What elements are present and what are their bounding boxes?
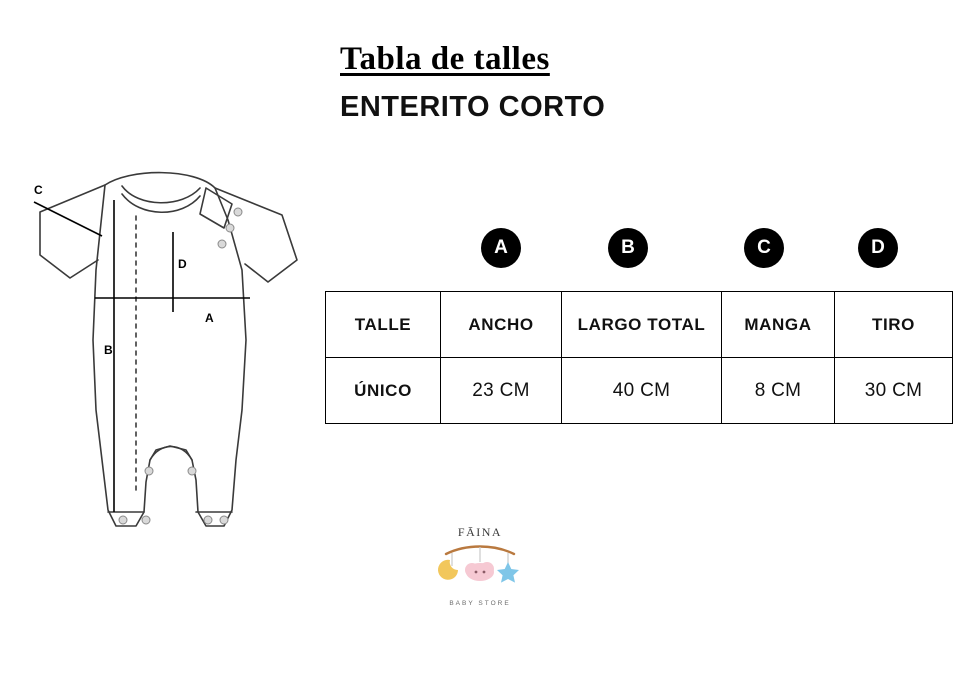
diagram-label-d: D <box>178 257 187 271</box>
table-header-manga: MANGA <box>722 292 835 358</box>
cell-talle: ÚNICO <box>326 358 441 424</box>
table-header-ancho: ANCHO <box>441 292 562 358</box>
table-header-row <box>326 292 953 358</box>
table-header-largo-total: LARGO TOTAL <box>562 292 722 358</box>
badge-a: A <box>481 228 521 268</box>
page-header <box>340 40 900 123</box>
table-header-talle: TALLE <box>326 292 441 358</box>
table-row <box>326 358 953 424</box>
badge-c: C <box>744 228 784 268</box>
table-header-tiro: TIRO <box>835 292 953 358</box>
logo-tagline: BABY STORE <box>449 600 511 607</box>
brand-logo <box>425 525 535 620</box>
diagram-label-b: B <box>104 343 113 357</box>
diagram-label-a: A <box>205 311 214 325</box>
diagram-label-c: C <box>34 183 43 197</box>
page-subtitle: ENTERITO CORTO <box>340 90 606 123</box>
column-badges <box>325 228 937 270</box>
garment-diagram <box>10 160 330 560</box>
mobile-icon <box>432 540 528 598</box>
size-table <box>325 291 953 424</box>
cell-largo-total: 40 CM <box>562 358 722 424</box>
cell-tiro: 30 CM <box>835 358 953 424</box>
badge-d: D <box>858 228 898 268</box>
logo-name: FĀINA <box>457 525 503 539</box>
cell-manga: 8 CM <box>722 358 835 424</box>
page-title: Tabla de talles <box>340 41 550 77</box>
badge-b: B <box>608 228 648 268</box>
cell-ancho: 23 CM <box>441 358 562 424</box>
